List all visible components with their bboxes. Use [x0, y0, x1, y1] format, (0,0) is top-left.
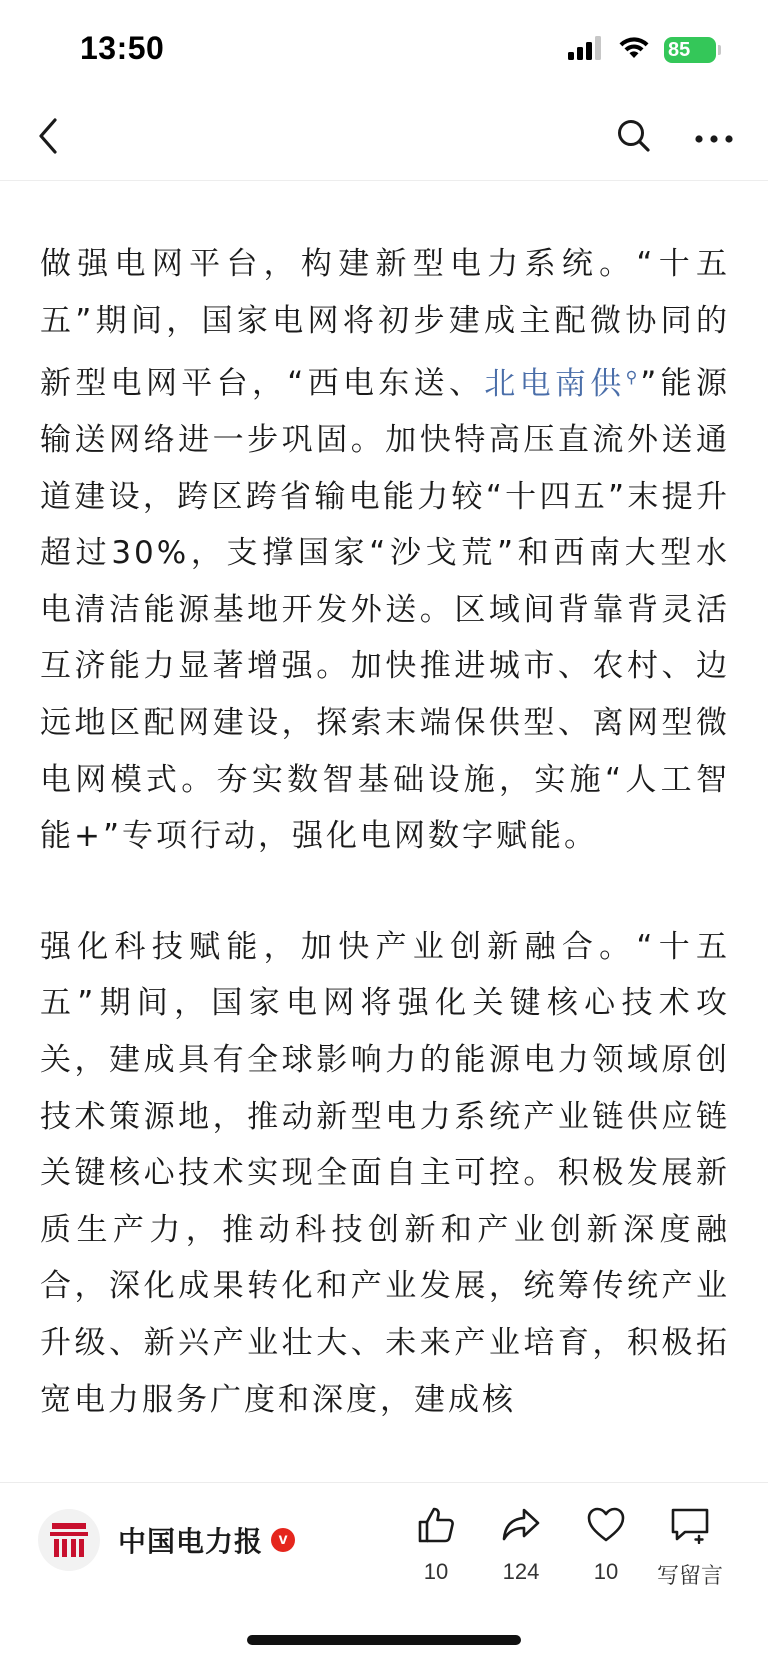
wifi-icon: [618, 36, 650, 64]
more-icon: [694, 129, 734, 148]
publisher-account[interactable]: [38, 1509, 295, 1571]
search-icon: [616, 118, 652, 158]
nav-bar: [0, 100, 768, 181]
favorite-button[interactable]: [566, 1505, 646, 1585]
share-count: 124: [502, 1559, 540, 1584]
cellular-signal-icon: [568, 36, 604, 64]
home-indicator[interactable]: [247, 1635, 521, 1645]
like-count: 10: [423, 1559, 449, 1584]
comment-icon: [668, 1505, 712, 1545]
article-paragraph-2: 强化科技赋能，加快产业创新融合。“十五五”期间，国家电网将强化关键核心技术攻关，建成具有全球影响力的能源电力领域原创技术策源地，推动新型电力系统产业链供应链关键核心技术实现全面自主可控。积极发展新质生产力，推动科技创新和产业创新深度融合，深化成果转化和产业发展，统筹传统产业升级、新兴产业壮大、未来产业培育，积极拓宽电力服务广度和深度，建成核: [40, 928, 730, 1418]
article-body: [40, 236, 730, 1482]
share-button[interactable]: [481, 1505, 561, 1585]
status-bar: [0, 0, 768, 100]
like-button[interactable]: [396, 1505, 476, 1585]
back-button[interactable]: [28, 116, 68, 160]
battery-icon: 85: [664, 37, 716, 63]
keyword-link[interactable]: [484, 366, 640, 402]
heart-icon: [584, 1505, 628, 1545]
publisher-logo: [38, 1509, 100, 1571]
more-button[interactable]: [690, 116, 738, 160]
verified-badge: v: [271, 1528, 295, 1552]
publisher-logo-mark: [44, 1515, 94, 1565]
status-icons: [568, 36, 716, 64]
keyword-link-text: 北电南供: [484, 365, 626, 402]
publisher-name: 中国电力报: [118, 1525, 264, 1558]
thumbs-up-icon: [414, 1505, 458, 1545]
status-time: 13:50: [80, 30, 165, 66]
favorite-count: 10: [593, 1559, 619, 1584]
comment-label: 写留言: [656, 1563, 723, 1588]
share-icon: [499, 1505, 543, 1545]
chevron-left-icon: [37, 118, 59, 158]
comment-button[interactable]: [650, 1505, 730, 1590]
keyword-search-icon: ⚲: [625, 367, 641, 387]
bottom-bar: [0, 1482, 768, 1664]
paragraph-1-text-a: 做强电网平台，构建新型电力系统。“十五五”期间，国家电网将初步建成主配微协同的新型电网平台，“西电东送、: [40, 246, 730, 402]
paragraph-1-text-b: ”能源输送网络进一步巩固。加快特高压直流外送通道建设，跨区跨省输电能力较“十四五”末提升超过30%，支撑国家“沙戈荒”和西南大型水电清洁能源基地开发外送。区域间背靠背灵活互济能力显著增强。加快推进城市、农村、边远地区配网建设，探索末端保供型、离网型微电网模式。夯实数智基础设施，实施“人工智能+”专项行动，强化电网数字赋能。: [40, 365, 730, 855]
search-button[interactable]: [612, 116, 656, 160]
article-paragraph-1: [40, 236, 730, 865]
